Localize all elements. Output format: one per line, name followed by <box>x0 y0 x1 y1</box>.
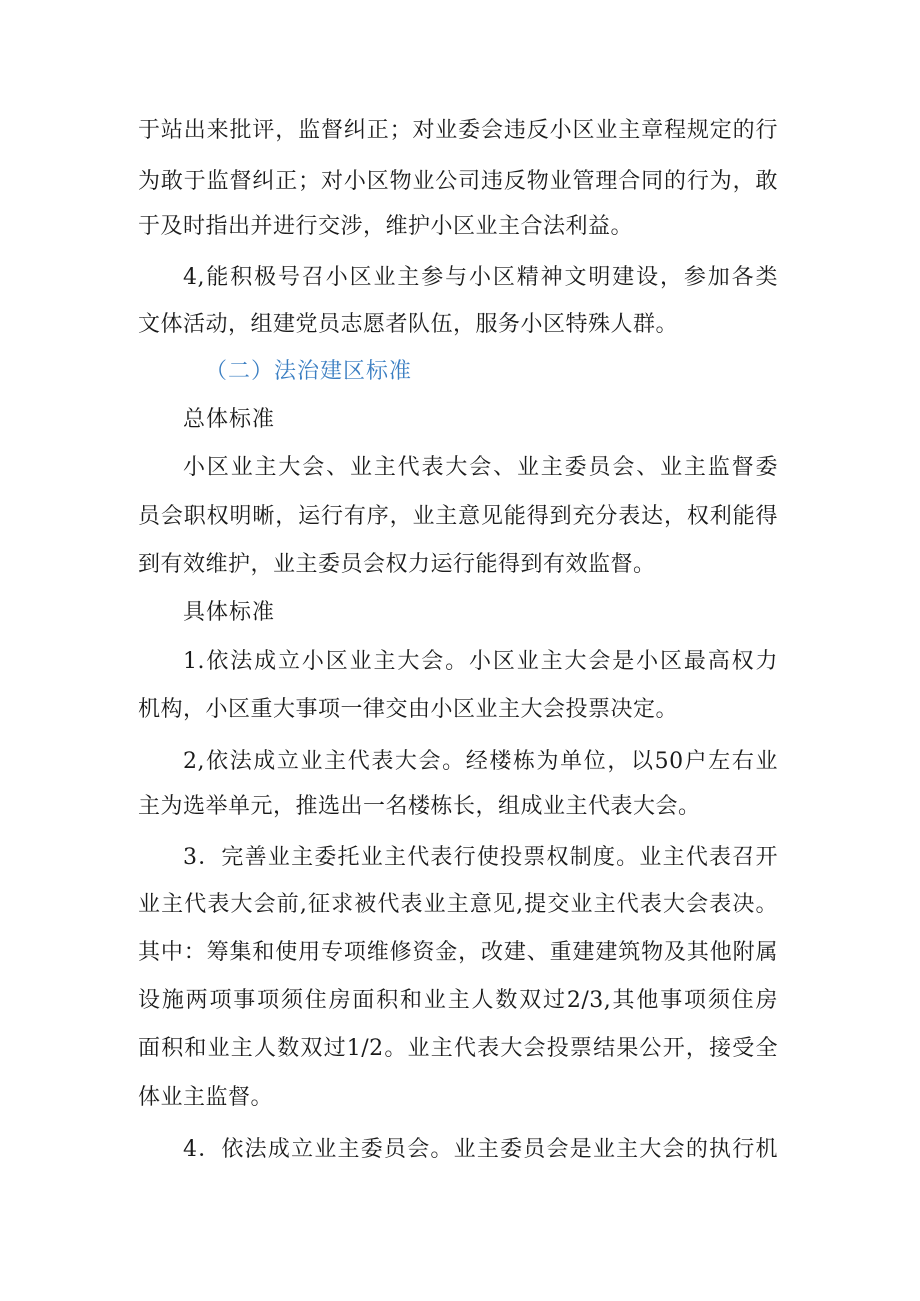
paragraph-line: 机构，小区重大事项一律交由小区业主大会投票决定。 <box>138 697 679 722</box>
section-heading: （二）法治建区标准 <box>205 359 413 384</box>
paragraph-line: 为敢于监督纠正；对小区物业公司违反物业管理合同的行为，敢 <box>138 169 778 194</box>
paragraph-line: 体业主监督。 <box>138 1085 274 1110</box>
paragraph-line: 2,依法成立业主代表大会。经楼栋为单位，以50户左右业 <box>183 749 778 774</box>
subheading-overall-standard: 总体标准 <box>183 407 276 432</box>
paragraph-line: 4．依法成立业主委员会。业主委员会是业主大会的执行机 <box>183 1137 778 1162</box>
paragraph-line: 设施两项事项须住房面积和业主人数双过2/3,其他事项须住房 <box>138 988 778 1013</box>
paragraph-line: 到有效维护，业主委员会权力运行能得到有效监督。 <box>138 552 656 577</box>
paragraph-line: 3．完善业主委托业主代表行使投票权制度。业主代表召开 <box>183 845 778 870</box>
paragraph-line: 于及时指出并进行交涉，维护小区业主合法利益。 <box>138 214 634 239</box>
subheading-specific-standard: 具体标准 <box>183 600 276 625</box>
paragraph-line: 1.依法成立小区业主大会。小区业主大会是小区最高权力 <box>183 649 778 674</box>
paragraph-line: 于站出来批评，监督纠正；对业委会违反小区业主章程规定的行 <box>138 118 778 143</box>
paragraph-line: 员会职权明晰，运行有序，业主意见能得到充分表达，权利能得 <box>138 504 778 529</box>
paragraph-line: 文体活动，组建党员志愿者队伍，服务小区特殊人群。 <box>138 312 679 337</box>
paragraph-line: 主为选举单元，推选出一名楼栋长，组成业主代表大会。 <box>138 794 701 819</box>
paragraph-line: 面积和业主人数双过1/2。业主代表大会投票结果公开，接受全 <box>138 1036 778 1061</box>
paragraph-line: 小区业主大会、业主代表大会、业主委员会、业主监督委 <box>183 455 778 480</box>
paragraph-line: 业主代表大会前,征求被代表业主意见,提交业主代表大会表决。 <box>138 892 778 917</box>
paragraph-line: 其中：筹集和使用专项维修资金，改建、重建建筑物及其他附属 <box>138 940 778 965</box>
paragraph-line: 4,能积极号召小区业主参与小区精神文明建设，参加各类 <box>183 265 778 290</box>
